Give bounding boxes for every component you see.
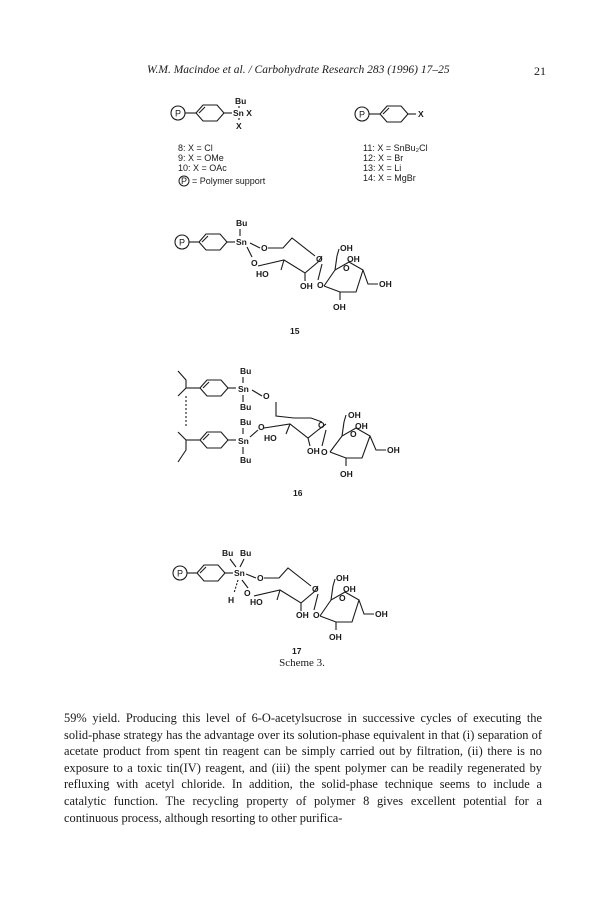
benzene-ring <box>200 380 228 396</box>
bu-label: Bu <box>240 417 252 427</box>
bu-label: Bu <box>240 366 252 376</box>
reagent-11-14-structure <box>355 106 424 122</box>
legend-10: 10: X = OAc <box>178 163 227 173</box>
compound-label-15: 15 <box>290 326 300 336</box>
scheme-caption: Scheme 3. <box>279 657 325 669</box>
page-number: 21 <box>534 64 546 78</box>
compound-label-16: 16 <box>293 488 303 498</box>
oh-label: OH <box>347 254 360 264</box>
compound-15-structure <box>175 218 392 312</box>
oh-label: OH <box>379 279 392 289</box>
o-label: O <box>316 254 323 264</box>
o-label: O <box>312 584 319 594</box>
oh-label: OH <box>343 584 356 594</box>
o-label: O <box>251 258 258 268</box>
compound-label-17: 17 <box>292 646 302 656</box>
o-label: O <box>313 610 320 620</box>
legend-left <box>178 143 266 186</box>
reagent-8-10-structure <box>171 96 252 131</box>
compound-17-structure <box>173 548 388 642</box>
oh-label: OH <box>329 632 342 642</box>
benzene-ring <box>199 234 227 250</box>
sn-x-label: Sn X <box>233 108 252 118</box>
running-head: W.M. Macindoe et al. / Carbohydrate Research 283 (1996) 17–25 <box>147 64 450 76</box>
x-label: X <box>236 121 242 131</box>
benzene-ring <box>200 432 228 448</box>
oh-label: OH <box>300 281 313 291</box>
x-label: X <box>418 109 424 119</box>
o-label: O <box>263 391 270 401</box>
sn-label: Sn <box>238 384 249 394</box>
legend-8: 8: X = Cl <box>178 143 213 153</box>
bu-label: Bu <box>240 455 252 465</box>
compound-16-structure <box>178 366 400 479</box>
oh-label: OH <box>387 445 400 455</box>
legend-11: 11: X = SnBu₂Cl <box>363 143 428 153</box>
oh-label: OH <box>296 610 309 620</box>
bu-label: Bu <box>236 218 248 228</box>
ho-label: HO <box>250 597 263 607</box>
o-label: O <box>318 420 325 430</box>
legend-14: 14: X = MgBr <box>363 173 416 183</box>
legend-12: 12: X = Br <box>363 153 404 163</box>
bu-label: Bu <box>222 548 234 558</box>
o-label: O <box>261 243 268 253</box>
legend-right <box>363 143 428 183</box>
oh-label: OH <box>340 243 353 253</box>
sn-label: Sn <box>234 568 245 578</box>
polymer-symbol: P <box>178 237 186 248</box>
o-label: O <box>339 593 346 603</box>
polymer-symbol: P <box>174 108 182 119</box>
bu-label: Bu <box>240 402 252 412</box>
bu-label: Bu <box>235 96 247 106</box>
oh-label: OH <box>355 421 368 431</box>
legend-9: 9: X = OMe <box>178 153 224 163</box>
oh-label: OH <box>336 573 349 583</box>
legend-polymer: = Polymer support <box>192 176 266 186</box>
o-label: O <box>350 429 357 439</box>
polymer-symbol: P <box>176 568 184 579</box>
benzene-ring <box>380 106 408 122</box>
body-paragraph: 59% yield. Producing this level of 6-O-acetylsucrose in successive cycles of executing the solid-phase strategy has the advantage over its solution-phase equivalent in that (i) separation of acetate product from spent tin reagent can be simply carried out by filtration, (ii) there is no exposure to a toxic tin(IV) reagent, and (iii) the spent polymer can be readily regenerated by refluxing with acetyl chloride. In addition, the solid-phase technique seems to include a catalytic function. The recycling property of polymer 8 gives excellent potential for a continuous process, although resorting to other purifica- <box>64 711 542 825</box>
benzene-ring <box>197 565 225 581</box>
ho-label: HO <box>264 433 277 443</box>
sn-label: Sn <box>236 237 247 247</box>
oh-label: OH <box>348 410 361 420</box>
o-label: O <box>343 263 350 273</box>
o-label: O <box>258 422 265 432</box>
ho-label: HO <box>256 269 269 279</box>
sn-label: Sn <box>238 436 249 446</box>
h-label: H <box>228 595 235 605</box>
benzene-ring <box>196 105 224 121</box>
o-label: O <box>321 447 328 457</box>
legend-13: 13: X = Li <box>363 163 402 173</box>
oh-label: OH <box>307 446 320 456</box>
body-text <box>64 710 542 826</box>
oh-label: OH <box>340 469 353 479</box>
bu-label: Bu <box>240 548 252 558</box>
polymer-symbol: P <box>358 109 366 120</box>
o-label: O <box>244 588 251 598</box>
oh-label: OH <box>375 609 388 619</box>
polymer-symbol: P <box>180 176 188 186</box>
o-label: O <box>317 280 324 290</box>
oh-label: OH <box>333 302 346 312</box>
o-label: O <box>257 573 264 583</box>
